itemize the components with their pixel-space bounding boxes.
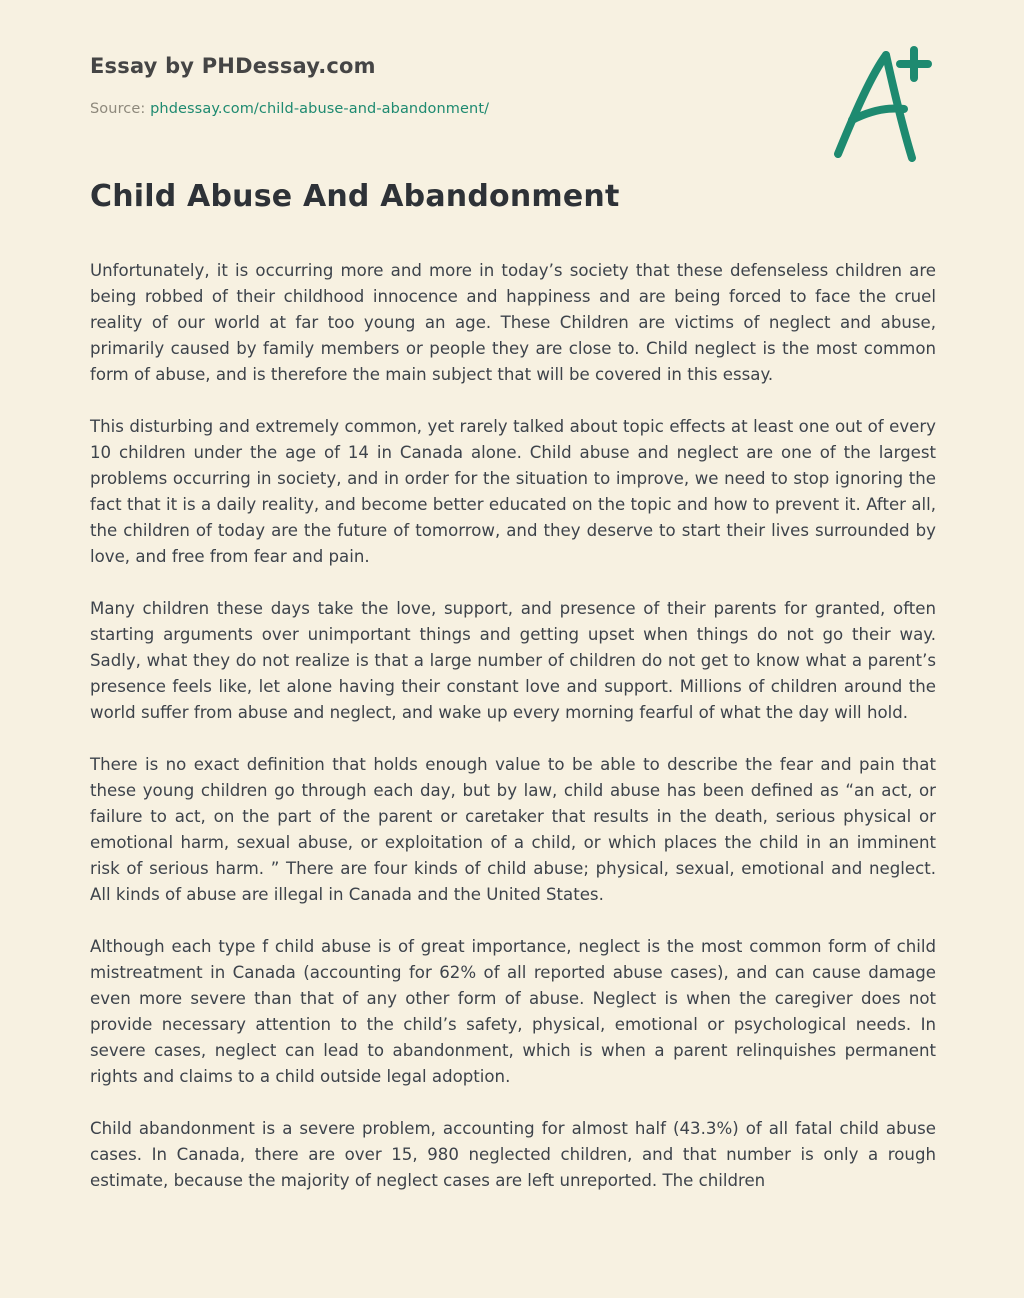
article-body	[90, 258, 936, 1194]
a-plus-logo-icon	[828, 46, 932, 162]
paragraph: This disturbing and extremely common, yet rarely talked about topic effects at least one out of every 10 children under the age of 14 in Canada alone. Child abuse and neglect are one of the largest problems occurring in society, and in order for the situation to improve, we need to stop ignoring the fact that it is a daily reality, and become better educated on the topic and how to prevent it. After all, the children of today are the future of tomorrow, and they deserve to start their lives surrounded by love, and free from fear and pain.	[90, 417, 936, 566]
source-line	[90, 101, 936, 117]
source-label: Source:	[90, 101, 146, 117]
paragraph: Unfortunately, it is occurring more and more in today’s society that these defenseless children are being robbed of their childhood innocence and happiness and are being forced to face the cruel reality of our world at far too young an age. These Children are victims of neglect and abuse, primarily caused by family members or people they are close to. Child neglect is the most common form of abuse, and is therefore the main subject that will be covered in this essay.	[90, 261, 936, 384]
source-link[interactable]: phdessay.com/child-abuse-and-abandonment/	[150, 101, 490, 117]
byline: Essay by PHDessay.com	[90, 54, 376, 78]
phdessay-logo	[828, 46, 932, 162]
paragraph: Child abandonment is a severe problem, accounting for almost half (43.3%) of all fatal child abuse cases. In Canada, there are over 15, 980 neglected children, and that number is only a rough estimate, because the majority of neglect cases are left unreported. The children	[90, 1119, 936, 1190]
page-title: Child Abuse And Abandonment	[90, 179, 620, 214]
paragraph: Many children these days take the love, support, and presence of their parents for granted, often starting arguments over unimportant things and getting upset when things do not go their way. Sadly, what they do not realize is that a large number of children do not get to know what a parent’s presence feels like, let alone having their constant love and support. Millions of children around the world suffer from abuse and neglect, and wake up every morning fearful of what the day will hold.	[90, 599, 936, 722]
paragraph: There is no exact definition that holds enough value to be able to describe the fear and pain that these young children go through each day, but by law, child abuse has been defined as “an act, or failure to act, on the part of the parent or caretaker that results in the death, serious physical or emotional harm, sexual abuse, or exploitation of a child, or which places the child in an imminent risk of serious harm. ” There are four kinds of child abuse; physical, sexual, emotional and neglect. All kinds of abuse are illegal in Canada and the United States.	[90, 755, 936, 904]
paragraph: Although each type f child abuse is of great importance, neglect is the most common form of child mistreatment in Canada (accounting for 62% of all reported abuse cases), and can cause damage even more severe than that of any other form of abuse. Neglect is when the caregiver does not provide necessary attention to the child’s safety, physical, emotional or psychological needs. In severe cases, neglect can lead to abandonment, which is when a parent relinquishes permanent rights and claims to a child outside legal adoption.	[90, 937, 936, 1086]
